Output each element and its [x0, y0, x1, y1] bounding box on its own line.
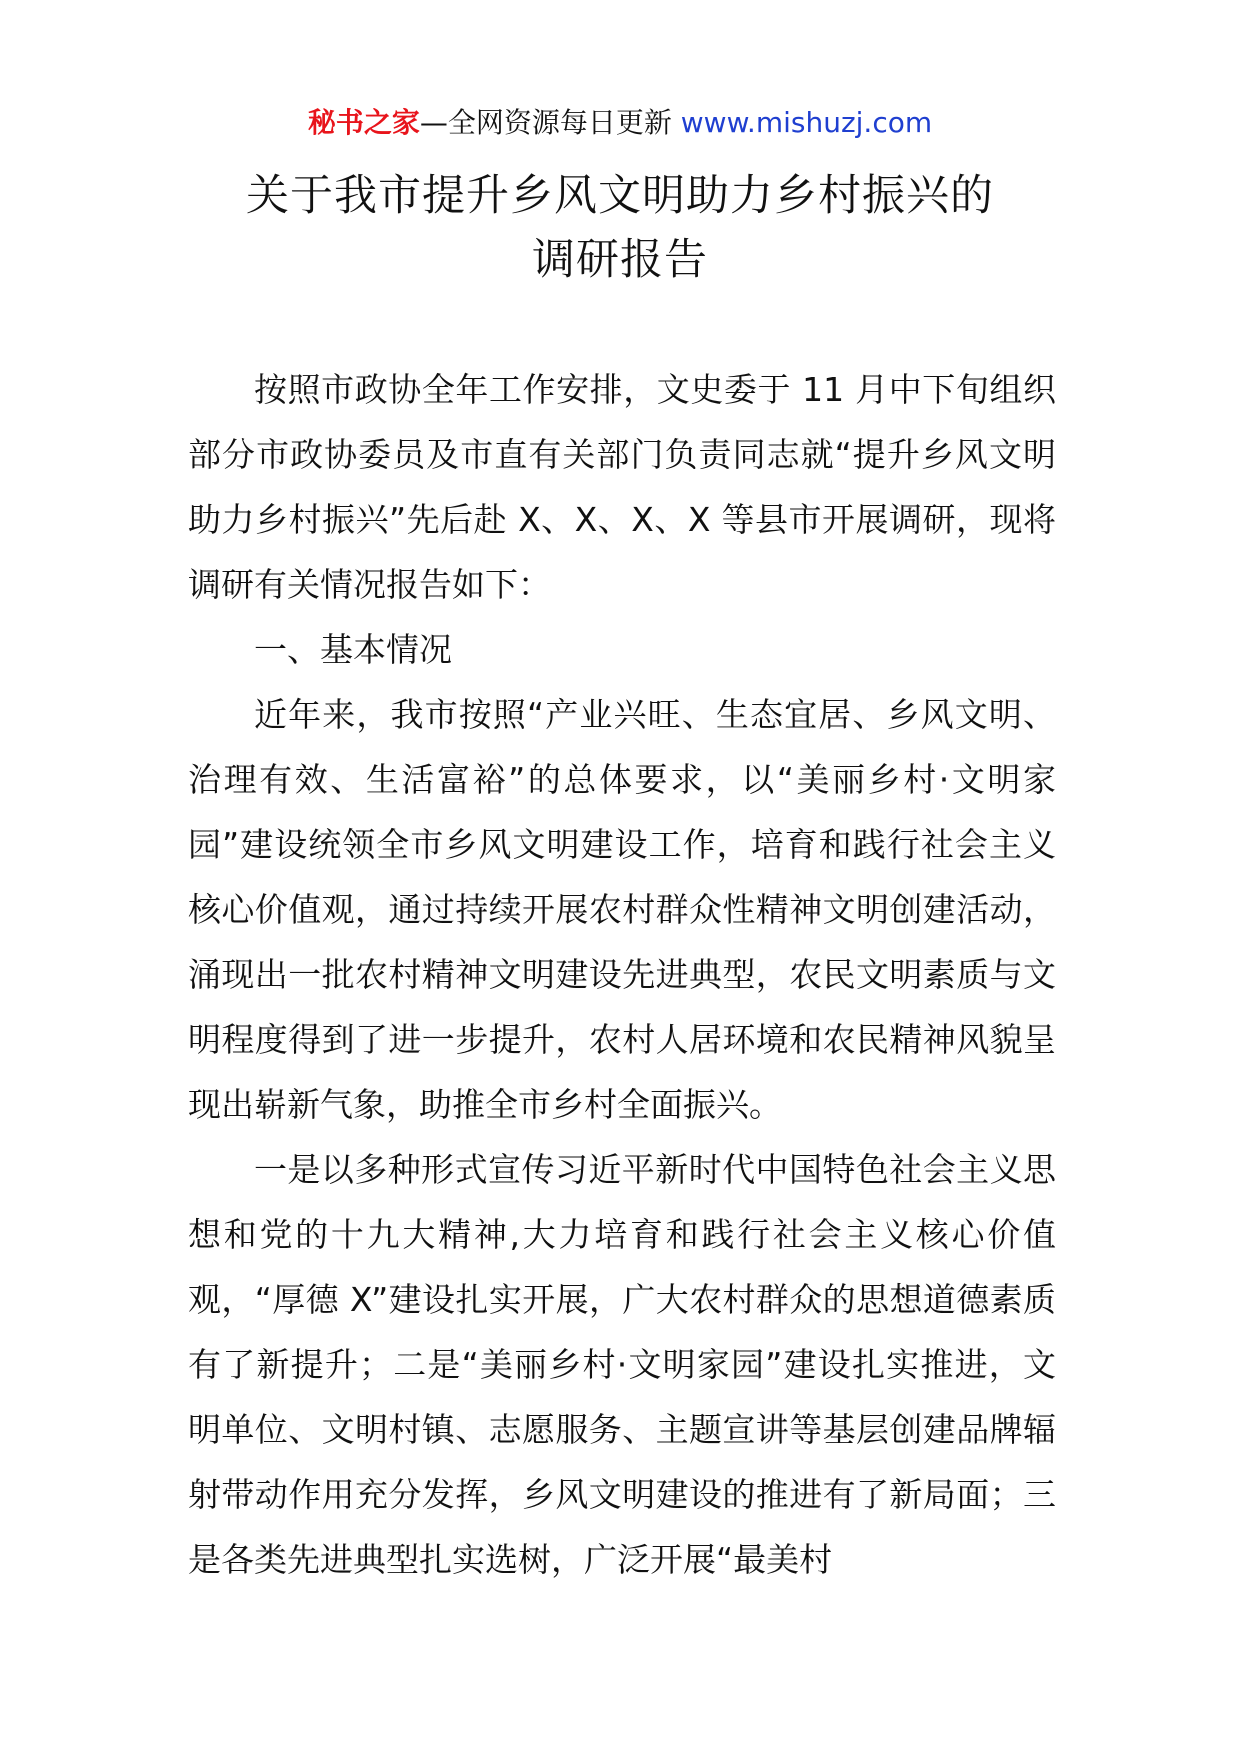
title-line-2: 调研报告 [532, 235, 708, 285]
achievements-paragraph: 一是以多种形式宣传习近平新时代中国特色社会主义思想和党的十九大精神,大力培育和践行社会主义核心价值观，“厚德 X”建设扎实开展，广大农村群众的思想道德素质有了新提升；二是“美丽乡村·文明家园”建设扎实推进，文明单位、文明村镇、志愿服务、主题宣讲等基层创建品牌辐射带动作用充分发挥，乡风文明建设的推进有了新局面；三是各类先进典型扎实选树，广泛开展“最美村 [188, 1150, 1056, 1579]
site-header [0, 103, 1240, 143]
site-url-link[interactable]: www.mishuzj.com [680, 106, 933, 139]
header-tagline: —全网资源每日更新 [419, 106, 681, 139]
title-line-1: 关于我市提升乡风文明助力乡村振兴的 [246, 171, 994, 221]
document-title [0, 164, 1240, 292]
overview-paragraph: 近年来，我市按照“产业兴旺、生态宜居、乡风文明、治理有效、生活富裕”的总体要求，以“美丽乡村·文明家园”建设统领全市乡风文明建设工作，培育和践行社会主义核心价值观，通过持续开展农村群众性精神文明创建活动，涌现出一批农村精神文明建设先进典型，农民文明素质与文明程度得到了进一步提升，农村人居环境和农民精神风貌呈现出崭新气象，助推全市乡村全面振兴。 [188, 695, 1056, 1124]
intro-paragraph: 按照市政协全年工作安排，文史委于 11 月中下旬组织部分市政协委员及市直有关部门负责同志就“提升乡风文明 助力乡村振兴”先后赴 X、X、X、X 等县市开展调研，现将调研有关情况报告如下： [188, 370, 1056, 604]
brand-name: 秘书之家 [307, 106, 420, 139]
section-heading-basic-situation: 一、基本情况 [254, 630, 452, 669]
document-body [188, 357, 1056, 1592]
